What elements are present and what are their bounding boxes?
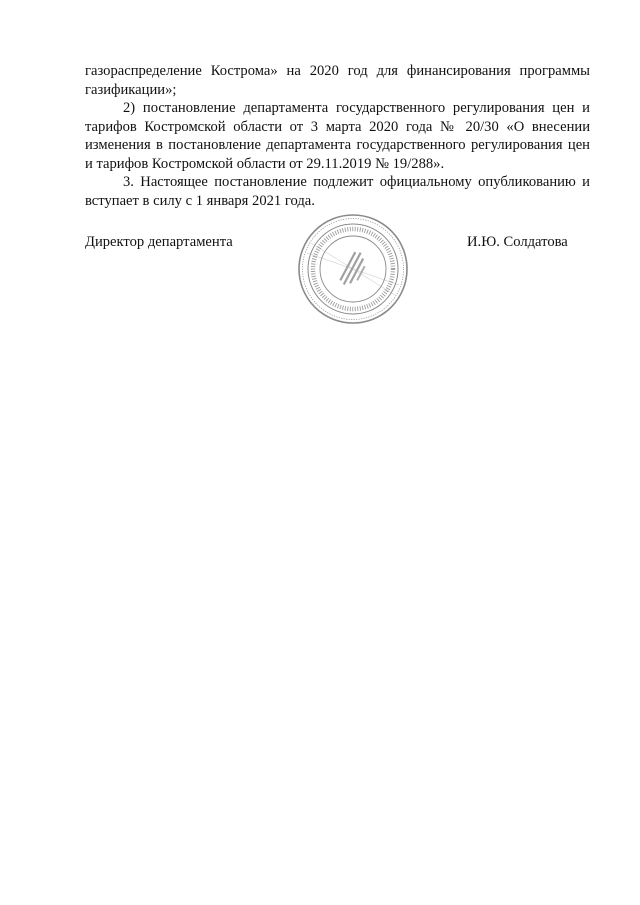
signatory-position: Директор департамента	[85, 234, 233, 250]
document-body	[85, 62, 590, 210]
paragraph-2: 2) постановление департамента государственного регулирования цен и тарифов Костромской области от 3 марта 2020 года № 20/30 «О внесении изменения в постановление департамента государственного регулирования цен и тарифов Костромской области от 29.11.2019 № 19/288».	[85, 100, 590, 172]
paragraph-continuation: газораспределение Кострома» на 2020 год для финансирования программы газификации»;	[85, 63, 590, 98]
signatory-name: И.Ю. Солдатова	[467, 234, 568, 250]
official-seal-stamp	[297, 213, 409, 325]
paragraph-3: 3. Настоящее постановление подлежит официальному опубликованию и вступает в силу с 1 января 2021 года.	[85, 174, 590, 209]
